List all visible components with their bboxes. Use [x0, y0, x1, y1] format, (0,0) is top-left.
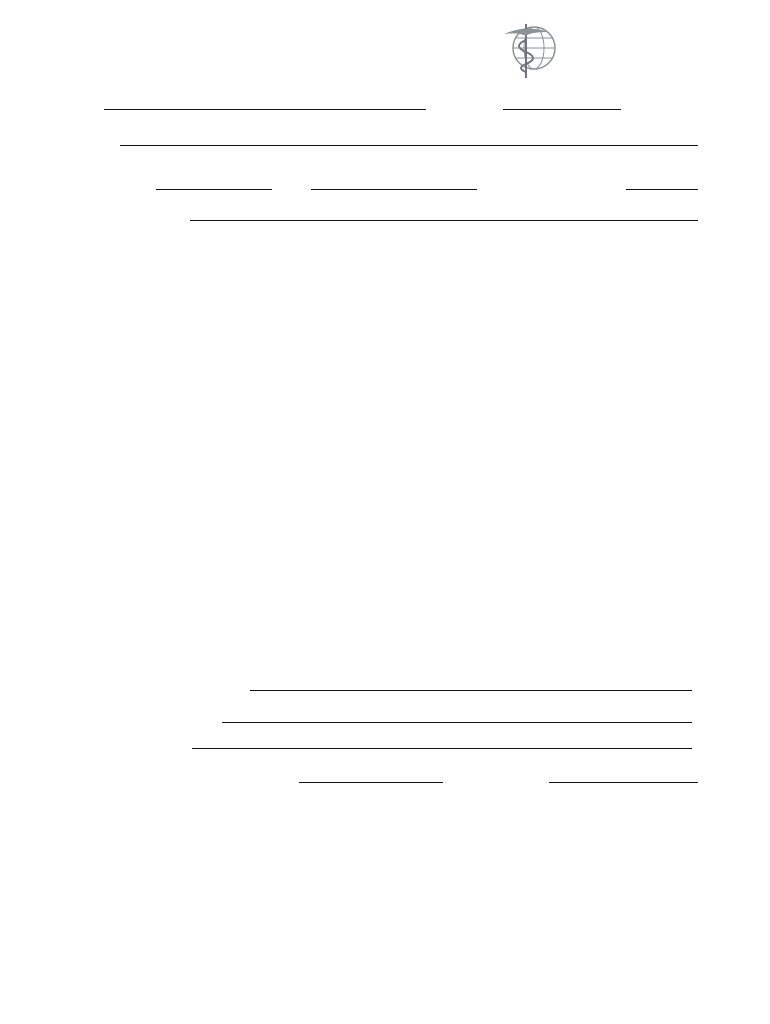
pcp-field[interactable]: [626, 189, 698, 190]
email-field[interactable]: [311, 189, 477, 190]
dob-field[interactable]: [503, 109, 621, 110]
phone-field[interactable]: [156, 189, 272, 190]
clinic-logo: [496, 20, 726, 80]
duration-field[interactable]: [549, 782, 698, 783]
address-field[interactable]: [120, 145, 698, 146]
name-field[interactable]: [104, 109, 426, 110]
medications-field[interactable]: [192, 748, 692, 749]
emergency-field[interactable]: [190, 220, 698, 221]
medical-problems-field[interactable]: [222, 722, 692, 723]
departure-field[interactable]: [299, 782, 443, 783]
allergies-list-field[interactable]: [250, 690, 692, 691]
caduceus-globe-icon: [496, 20, 562, 80]
